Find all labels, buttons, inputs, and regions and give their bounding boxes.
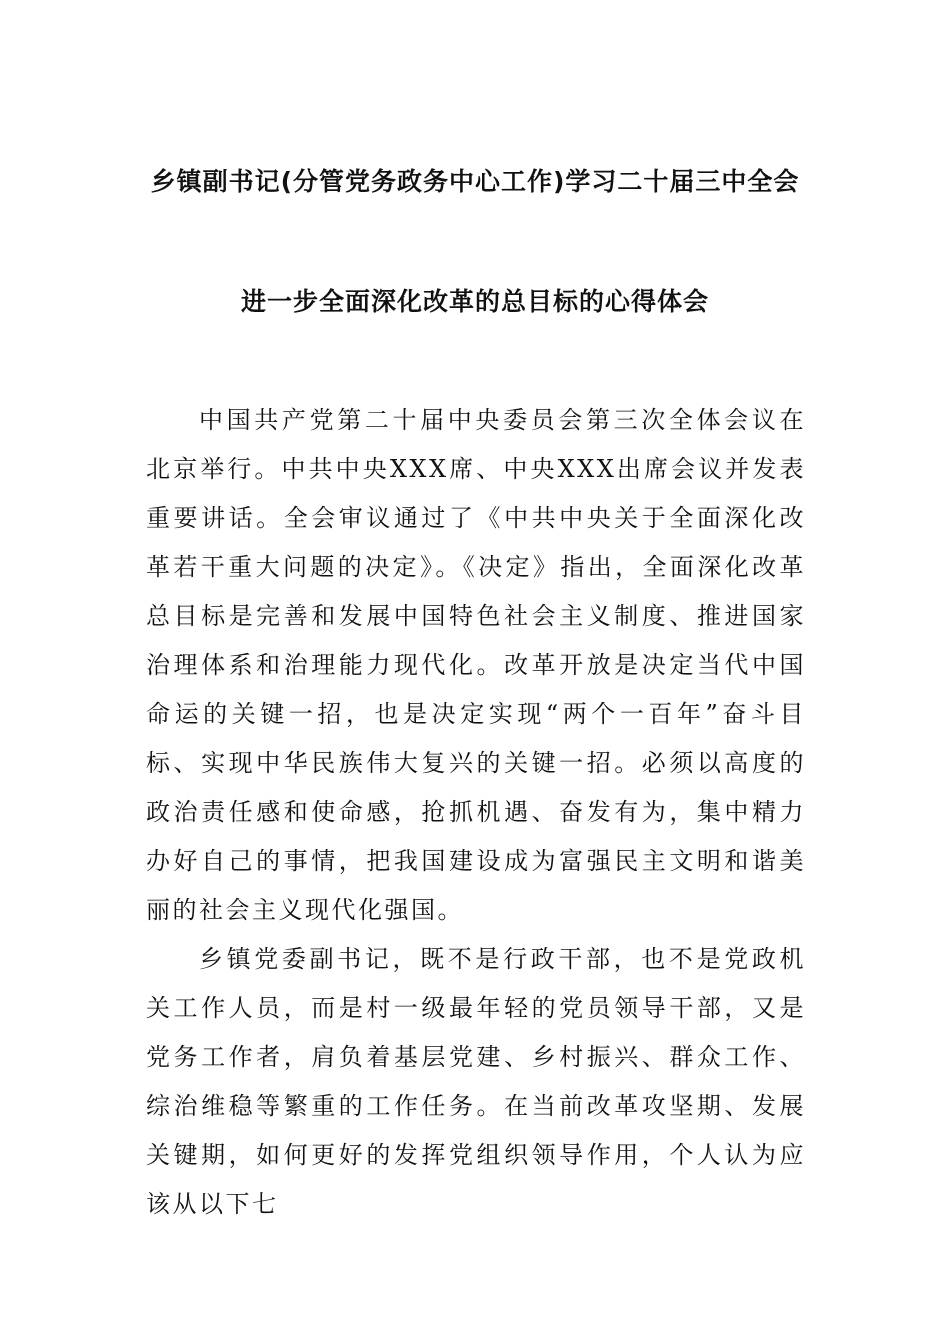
document-title-line-1: 乡镇副书记(分管党务政务中心工作)学习二十届三中全会 bbox=[150, 167, 800, 196]
paragraph-1: 中国共产党第二十届中央委员会第三次全体会议在北京举行。中共中央XXX席、中央XXX出席会议并发表重要讲话。全会审议通过了《中共中央关于全面深化改革若干重大问题的决定》。《决定》指出，全面深化改革总目标是完善和发展中国特色社会主义制度、推进国家治理体系和治理能力现代化。改革开放是决定当代中国命运的关键一招，也是决定实现“两个一百年”奋斗目标、实现中华民族伟大复兴的关键一招。必须以高度的政治责任感和使命感，抢抓机遇、奋发有为，集中精力办好自己的事情，把我国建设成为富强民主文明和谐美丽的社会主义现代化强国。 bbox=[146, 406, 806, 924]
paragraph-2: 乡镇党委副书记，既不是行政干部，也不是党政机关工作人员，而是村一级最年轻的党员领导干部，又是党务工作者，肩负着基层党建、乡村振兴、群众工作、综治维稳等繁重的工作任务。在当前改革攻坚期、发展关键期，如何更好的发挥党组织领导作用，个人认为应该从以下七 bbox=[146, 945, 806, 1218]
document-title-line-2: 进一步全面深化改革的总目标的心得体会 bbox=[240, 287, 709, 316]
document-body bbox=[146, 396, 806, 1229]
